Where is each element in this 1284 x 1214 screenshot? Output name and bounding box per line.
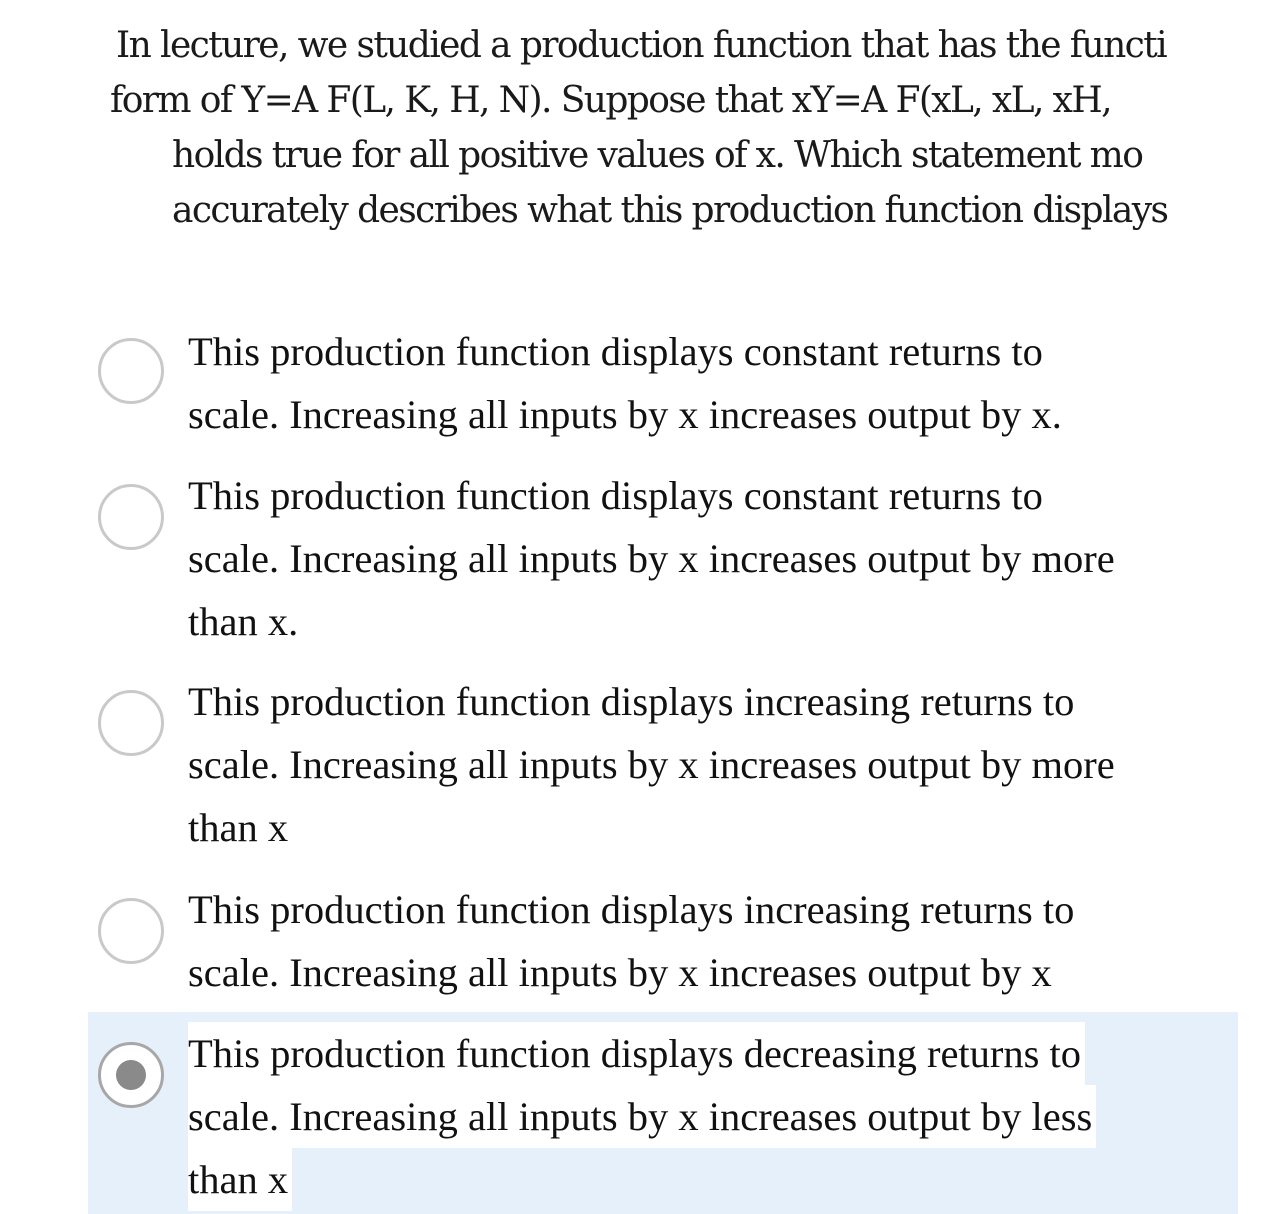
- answer-option-4[interactable]: [88, 876, 1238, 1006]
- answer-option-label[interactable]: [188, 670, 1248, 859]
- question-line: In lecture, we studied a production function that has the functi: [116, 25, 1167, 66]
- answer-text-line: than x: [188, 805, 289, 850]
- question-text: [0, 18, 1240, 238]
- answer-text-line: This production function displays decreasing returns to: [188, 1022, 1085, 1085]
- answer-text-line: than x: [188, 1148, 292, 1211]
- answer-option-label[interactable]: [188, 464, 1248, 653]
- answer-text-line: than x.: [188, 599, 299, 644]
- answer-option-label[interactable]: [188, 1022, 1248, 1211]
- answer-option-label[interactable]: [188, 320, 1248, 446]
- answer-option-3[interactable]: [88, 668, 1238, 858]
- radio-dot-icon: [116, 1060, 146, 1090]
- answer-text-line: This production function displays constant returns to: [188, 473, 1043, 518]
- radio-button[interactable]: [98, 484, 164, 550]
- answer-text-line: This production function displays constant returns to: [188, 329, 1043, 374]
- answer-text-line: This production function displays increasing returns to: [188, 679, 1075, 724]
- answer-option-1[interactable]: [88, 318, 1238, 448]
- answer-text-line: scale. Increasing all inputs by x increases output by more: [188, 742, 1115, 787]
- answer-option-5[interactable]: [88, 1012, 1238, 1214]
- answer-option-label[interactable]: [188, 878, 1248, 1004]
- radio-button[interactable]: [98, 338, 164, 404]
- answer-option-2[interactable]: [88, 462, 1238, 652]
- question-line: holds true for all positive values of x. Which statement mo: [172, 135, 1143, 176]
- answer-text-line: scale. Increasing all inputs by x increases output by more: [188, 536, 1115, 581]
- answer-text-line: scale. Increasing all inputs by x increases output by x.: [188, 392, 1062, 437]
- question-line: form of Y=A F(L, K, H, N). Suppose that xY=A F(xL, xL, xH,: [110, 80, 1111, 121]
- answer-text-line: scale. Increasing all inputs by x increases output by less: [188, 1085, 1096, 1148]
- radio-button[interactable]: [98, 898, 164, 964]
- radio-button[interactable]: [98, 690, 164, 756]
- radio-button-selected[interactable]: [98, 1042, 164, 1108]
- answer-text-line: This production function displays increasing returns to: [188, 887, 1075, 932]
- question-line: accurately describes what this production function displays: [172, 190, 1168, 231]
- answer-text-line: scale. Increasing all inputs by x increases output by x: [188, 950, 1052, 995]
